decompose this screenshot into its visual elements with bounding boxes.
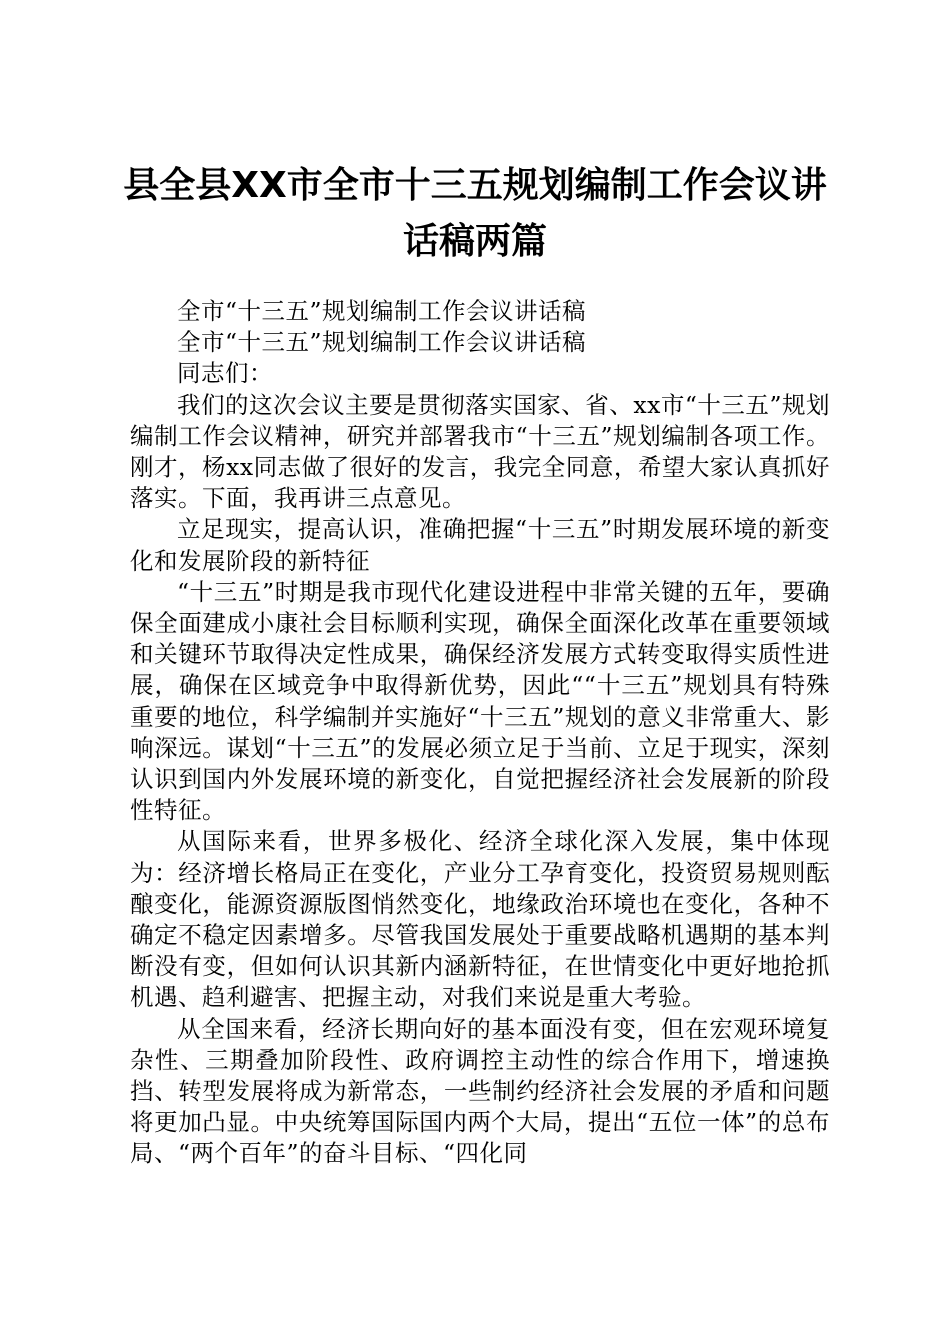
body-paragraph: 从国际来看，世界多极化、经济全球化深入发展，集中体现为：经济增长格局正在变化，产业分工孕育变化，投资贸易规则酝酿变化，能源资源版图悄然变化，地缘政治环境也在变化，各种不确定不稳定因素增多。尽管我国发展处于重要战略机遇期的基本判断没有变，但如何认识其新内涵新特征，在世情变化中更好地抢抓机遇、趋利避害、把握主动，对我们来说是重大考验。 <box>130 827 830 1012</box>
body-paragraph: 我们的这次会议主要是贯彻落实国家、省、xx市“十三五”规划编制工作会议精神，研究并部署我市“十三五”规划编制各项工作。刚才，杨xx同志做了很好的发言，我完全同意，希望大家认真抓好落实。下面，我再讲三点意见。 <box>130 390 830 513</box>
subtitle-line: 全市“十三五”规划编制工作会议讲话稿 <box>177 328 587 357</box>
document-title: 县全县XX市全市十三五规划编制工作会议讲话稿两篇 <box>123 165 827 262</box>
document-body <box>130 296 830 1170</box>
body-paragraph: 从全国来看，经济长期向好的基本面没有变，但在宏观环境复杂性、三期叠加阶段性、政府调控主动性的综合作用下，增速换挡、转型发展将成为新常态，一些制约经济社会发展的矛盾和问题将更加凸显。中央统筹国际国内两个大局，提出“五位一体”的总布局、“两个百年”的奋斗目标、“四化同 <box>130 1014 830 1168</box>
section-heading: 立足现实，提高认识，准确把握“十三五”时期发展环境的新变化和发展阶段的新特征 <box>130 515 830 575</box>
subtitle-line: 全市“十三五”规划编制工作会议讲话稿 <box>177 297 587 325</box>
body-paragraph: “十三五”时期是我市现代化建设进程中非常关键的五年，要确保全面建成小康社会目标顺利实现，确保全面深化改革在重要领域和关键环节取得决定性成果，确保经济发展方式转变取得实质性进展，确保在区域竞争中取得新优势，因此““十三五”规划具有特殊重要的地位，科学编制并实施好“十三五”规划的意义非常重大、影响深远。谋划“十三五”的发展必须立足于当前、立足于现实，深刻认识到国内外发展环境的新变化，自觉把握经济社会发展新的阶段性特征。 <box>130 577 830 825</box>
salutation: 同志们： <box>177 359 273 388</box>
